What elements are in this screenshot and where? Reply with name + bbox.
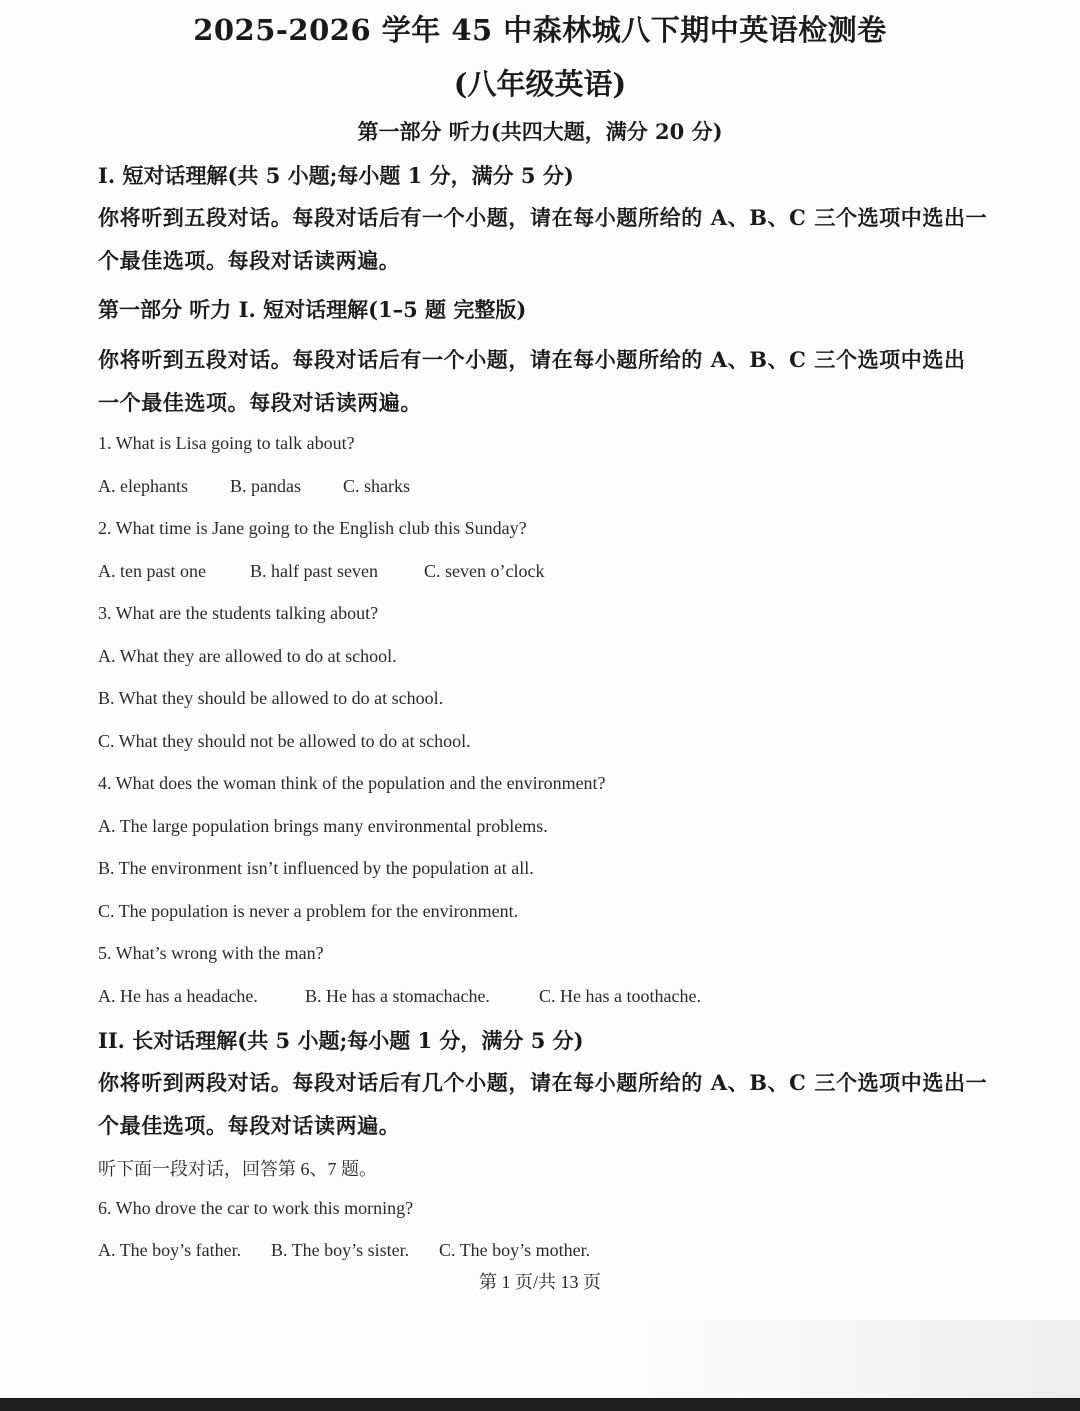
option-c: C. The boy’s mother. — [439, 1240, 591, 1260]
option-b: B. The boy’s sister. — [271, 1240, 410, 1260]
question-4-option-b: B. The environment isn’t influenced by the population at all. — [98, 858, 534, 878]
section1-repeat-line2: 一个最佳选项。每段对话读两遍。 — [98, 390, 422, 415]
option-c: C. seven o’clock — [424, 561, 545, 581]
section1-repeat-line1: 你将听到五段对话。每段对话后有一个小题，请在每小题所给的 A、B、C 三个选项中选出 — [98, 347, 966, 372]
option-c: C. He has a toothache. — [539, 986, 701, 1006]
option-a: A. elephants — [98, 476, 188, 496]
question-3: 3. What are the students talking about? — [98, 603, 379, 623]
exam-title: 2025-2026 学年 45 中森林城八下期中英语检测卷 — [193, 13, 887, 47]
section2-heading: II. 长对话理解(共 5 小题;每小题 1 分，满分 5 分) — [98, 1028, 584, 1053]
question-4: 4. What does the woman think of the population and the environment? — [98, 773, 606, 793]
option-b: B. half past seven — [250, 561, 378, 581]
question-2: 2. What time is Jane going to the English club this Sunday? — [98, 518, 527, 538]
question-1-options — [98, 476, 410, 497]
question-3-option-b: B. What they should be allowed to do at school. — [98, 688, 444, 708]
scan-shadow — [640, 1320, 1080, 1398]
section2-instructions-line2: 个最佳选项。每段对话读两遍。 — [98, 1113, 401, 1138]
option-a: A. He has a headache. — [98, 986, 258, 1006]
section2-instructions-line1: 你将听到两段对话。每段对话后有几个小题，请在每小题所给的 A、B、C 三个选项中选出一 — [98, 1070, 988, 1095]
option-b: B. He has a stomachache. — [305, 986, 490, 1006]
page-footer: 第 1 页/共 13 页 — [478, 1272, 601, 1292]
section1-instructions-line2: 个最佳选项。每段对话读两遍。 — [98, 248, 401, 273]
question-5: 5. What’s wrong with the man? — [98, 943, 324, 963]
exam-subtitle: (八年级英语) — [453, 67, 627, 101]
question-4-option-c: C. The population is never a problem for the environment. — [98, 901, 519, 921]
question-6: 6. Who drove the car to work this morning? — [98, 1198, 414, 1218]
section1-instructions-line1: 你将听到五段对话。每段对话后有一个小题，请在每小题所给的 A、B、C 三个选项中选出一 — [98, 205, 988, 230]
section1-repeat-heading: 第一部分 听力 Ⅰ. 短对话理解(1–5 题 完整版) — [98, 297, 527, 322]
question-6-options — [98, 1240, 590, 1261]
part-heading: 第一部分 听力(共四大题，满分 20 分) — [357, 119, 723, 144]
option-b: B. pandas — [230, 476, 301, 496]
question-2-options — [98, 561, 544, 582]
question-5-options — [98, 986, 701, 1007]
question-1: 1. What is Lisa going to talk about? — [98, 433, 355, 453]
section1-heading: I. 短对话理解(共 5 小题;每小题 1 分，满分 5 分) — [98, 163, 574, 188]
question-3-option-c: C. What they should not be allowed to do at school. — [98, 731, 471, 751]
option-c: C. sharks — [343, 476, 410, 496]
scan-edge — [0, 1398, 1080, 1411]
option-a: A. The boy’s father. — [98, 1240, 242, 1260]
option-a: A. ten past one — [98, 561, 206, 581]
question-3-option-a: A. What they are allowed to do at school. — [98, 646, 397, 666]
question-4-option-a: A. The large population brings many environmental problems. — [98, 816, 548, 836]
section2-lead: 听下面一段对话，回答第 6、7 题。 — [98, 1159, 377, 1179]
